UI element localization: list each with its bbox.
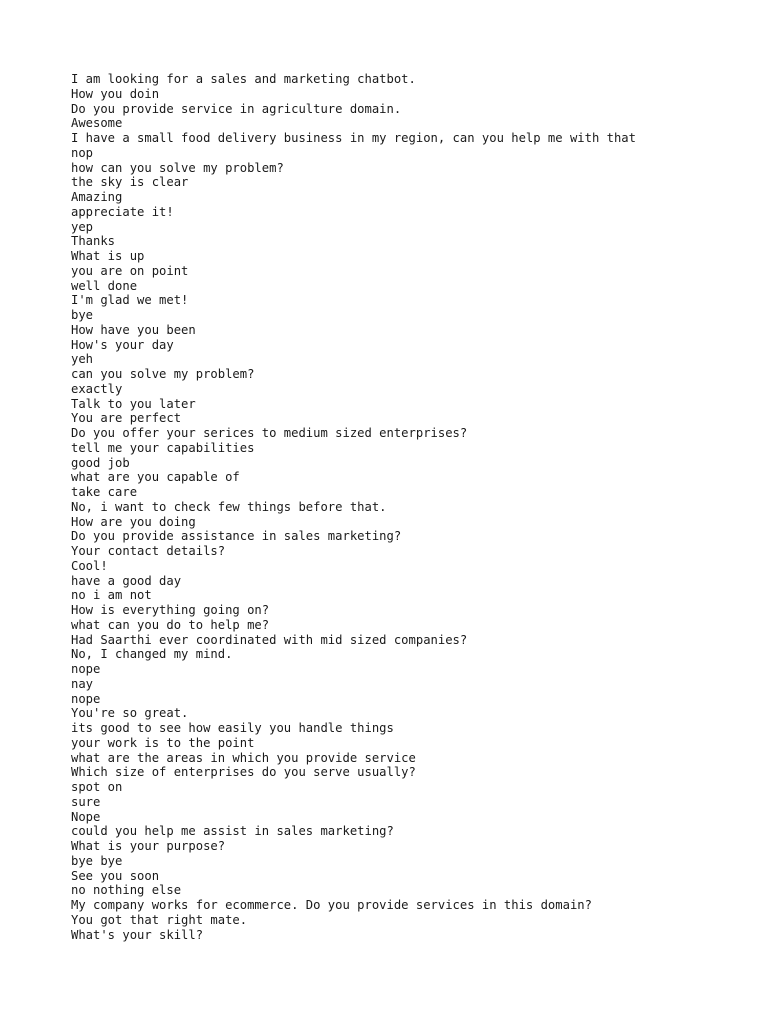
text-line: What is your purpose? [71,839,226,853]
text-line: no nothing else [71,883,182,898]
text-line: You're so great. [71,706,189,721]
text-line: Do you offer your serices to medium sized enterprises? [71,426,468,440]
text-line: its good to see how easily you handle things [71,721,394,735]
text-line: take care [71,485,138,499]
text-line: nop [71,145,94,160]
text-line: no i am not [71,588,152,603]
text-line: how can you solve my problem? [71,160,284,175]
text-line: the sky is clear [71,175,189,190]
text-line: Your contact details? [71,544,226,558]
text-line: your work is to the point [71,735,255,750]
text-line: See you soon [71,868,160,883]
text-line: Nope [71,809,101,824]
text-line: Awesome [71,116,123,131]
text-line: yep [71,219,94,234]
text-line: Talk to you later [71,396,196,411]
text-line: yeh [71,352,94,367]
text-line: could you help me assist in sales marketing? [71,824,394,839]
text-line: can you solve my problem? [71,367,255,381]
text-line: you are on point [71,263,189,278]
text-line: My company works for ecommerce. Do you provide services in this domain? [71,898,592,912]
text-line: Cool! [71,558,108,573]
text-line: tell me your capabilities [71,440,255,455]
text-line: nope [71,662,101,676]
text-line: bye [71,308,94,322]
text-line: You got that right mate. [71,912,248,927]
text-line: How is everything going on? [71,603,270,617]
text-line: What is up [71,249,145,263]
text-line: nope [71,691,101,706]
text-line: nay [71,676,94,691]
text-line: No, i want to check few things before that. [71,499,387,514]
text-line: I'm glad we met! [71,293,189,308]
text-line: bye bye [71,853,123,868]
text-line: Do you provide assistance in sales marketing? [71,529,402,544]
text-lines [71,72,636,942]
text-line: I have a small food delivery business in my region, can you help me with that [71,131,636,145]
text-line: have a good day [71,573,182,588]
text-line: How's your day [71,337,174,352]
text-line: what are you capable of [71,470,240,485]
text-line: How have you been [71,322,196,337]
text-line: Which size of enterprises do you serve usually? [71,765,416,780]
text-line: No, I changed my mind. [71,647,233,662]
text-line: Do you provide service in agriculture domain. [71,101,402,116]
text-line: good job [71,455,130,470]
text-line: How are you doing [71,514,196,529]
text-line: appreciate it! [71,204,174,219]
text-line: well done [71,278,138,293]
text-line: exactly [71,381,123,396]
text-line: You are perfect [71,411,182,426]
text-line: spot on [71,780,123,794]
text-line: What's your skill? [71,927,204,942]
text-line: what can you do to help me? [71,617,270,632]
text-line: what are the areas in which you provide service [71,750,416,765]
text-line: I am looking for a sales and marketing chatbot. [71,72,416,86]
text-line: Had Saarthi ever coordinated with mid sized companies? [71,632,468,647]
text-line: Thanks [71,234,116,249]
text-line: sure [71,794,101,809]
text-line: How you doin [71,86,160,101]
text-line: Amazing [71,190,123,204]
